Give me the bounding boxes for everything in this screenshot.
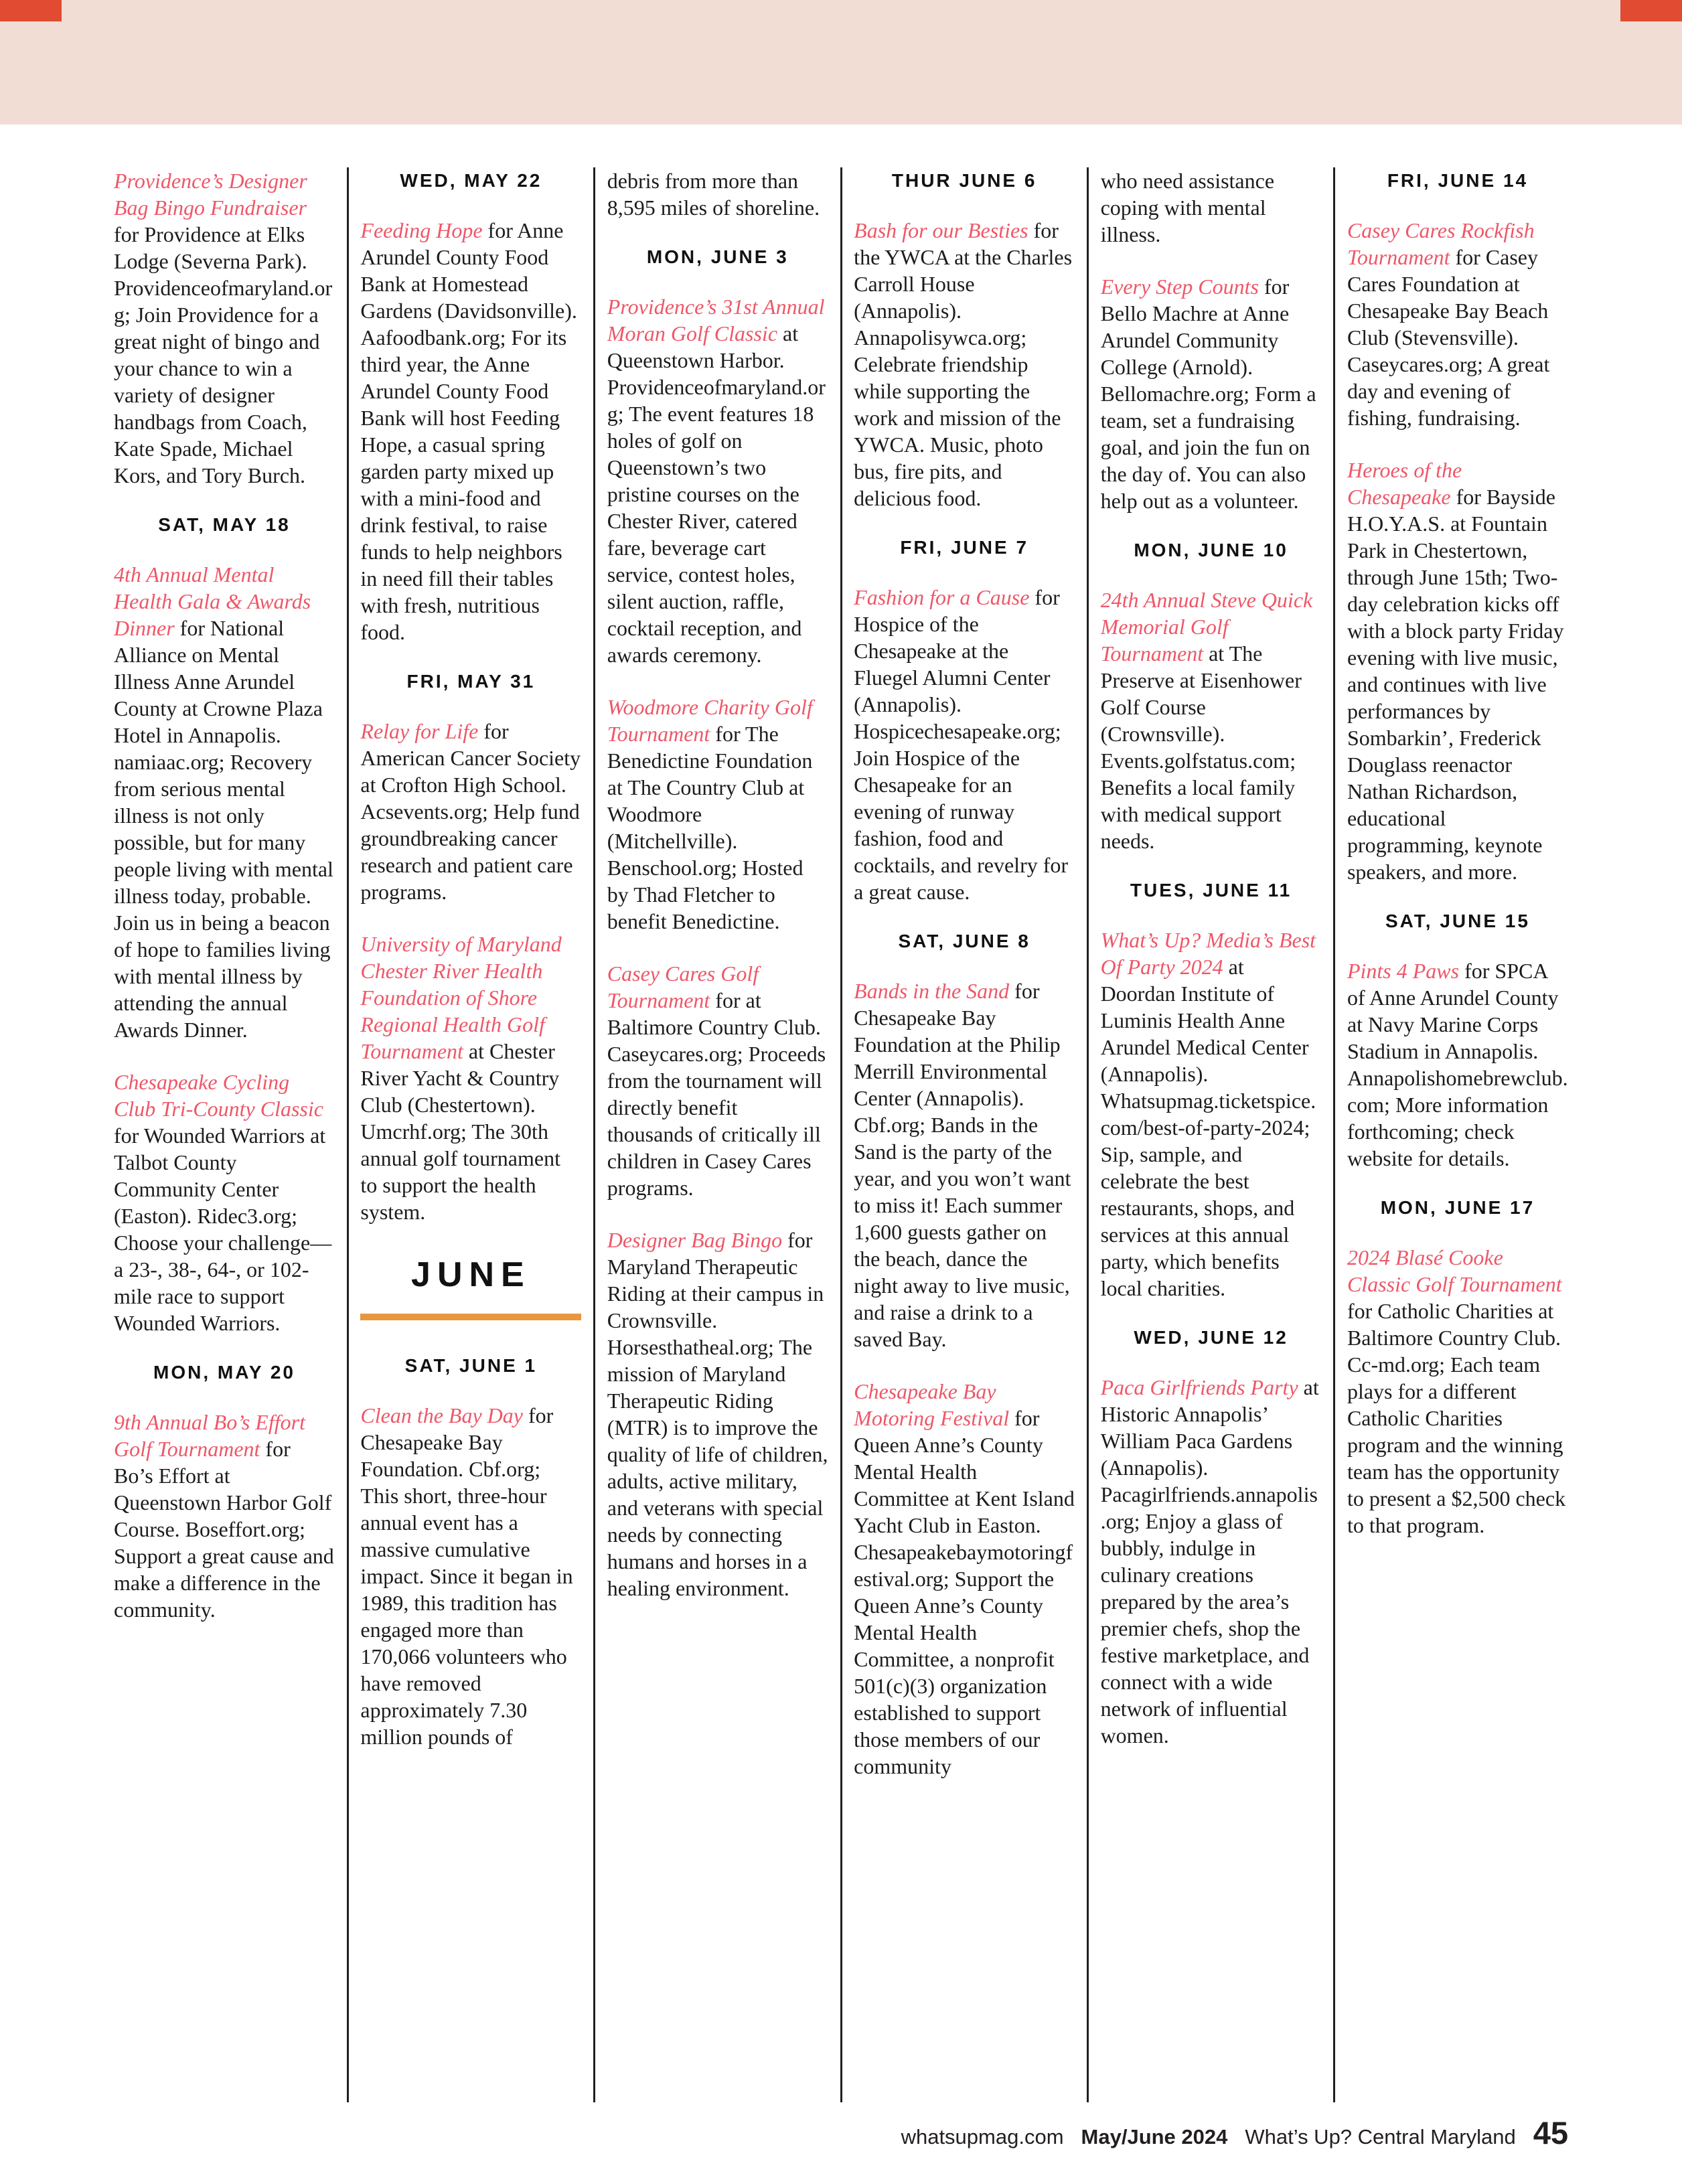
date-header: FRI, MAY 31 — [406, 671, 536, 692]
date-header: WED, MAY 22 — [400, 170, 542, 191]
event-title: Paca Girlfriends Party — [1100, 1375, 1298, 1399]
event-description: for Chesapeake Bay Foundation at the Philip Merrill Environmental Center (Annapolis). Cbf.org; Bands in the Sand is the party of the year, and you won’t want to miss it! Each summer 1,600 guests gather on the beach, dance the night away to live music, and raise a drink to a saved Bay. — [854, 979, 1071, 1351]
event-description: for American Cancer Society at Crofton High School. Acsevents.org; Help fund groundbreaking cancer research and patient care programs. — [360, 719, 581, 904]
event-title: What’s Up? Media’s Best Of Party 2024 — [1100, 928, 1316, 979]
date-header: THUR JUNE 6 — [891, 170, 1037, 191]
event-description: at Historic Annapolis’ William Paca Gardens (Annapolis). Pacagirlfriends.annapolis.org; Enjoy a glass of bubbly, indulge in culinary creations prepared by the area’s premier chefs, shop the festive marketplace, and connect with a wide network of influential women. — [1100, 1375, 1319, 1747]
date-header: FRI, JUNE 7 — [900, 537, 1029, 558]
event-title: Providence’s Designer Bag Bingo Fundraiser — [114, 169, 307, 220]
event-item — [360, 931, 581, 1225]
event-item — [607, 960, 828, 1201]
event-item — [114, 167, 335, 489]
event-item — [114, 1069, 335, 1336]
event-item — [1101, 1374, 1322, 1749]
event-title: Fashion for a Cause — [854, 585, 1030, 609]
month-section-header — [360, 1255, 581, 1320]
continuation-text: debris from more than 8,595 miles of shoreline. — [607, 169, 820, 220]
event-item — [854, 217, 1075, 512]
event-description: for SPCA of Anne Arundel County at Navy Marine Corps Stadium in Annapolis. Annapolishomebrewclub.com; More information forthcoming; check website for details. — [1347, 959, 1568, 1170]
event-title: Feeding Hope — [360, 218, 483, 242]
event-description: for the YWCA at the Charles Carroll House (Annapolis). Annapolisywca.org; Celebrate friendship while supporting the work and mission of the YWCA. Music, photo bus, fire pits, and delicious food. — [854, 218, 1073, 510]
event-item — [114, 561, 335, 1043]
event-title: Chesapeake Cycling Club Tri-County Classic — [114, 1070, 323, 1121]
event-title: Pints 4 Paws — [1347, 959, 1460, 983]
event-item — [1101, 587, 1322, 854]
event-description: for Bello Machre at Anne Arundel Community College (Arnold). Bellomachre.org; Form a team, set a fundraising goal, and join the fun on the day of. You can also help out as a volunteer. — [1100, 275, 1316, 513]
event-title: 24th Annual Steve Quick Memorial Golf Tournament — [1100, 588, 1313, 666]
column-divider — [347, 167, 349, 2102]
event-item — [607, 293, 828, 668]
event-title: Chesapeake Bay Motoring Festival — [854, 1379, 1010, 1430]
event-title: Designer Bag Bingo — [607, 1228, 783, 1252]
event-title: Relay for Life — [360, 719, 479, 743]
event-title: University of Maryland Chester River Health Foundation of Shore Regional Health Golf Tournament — [360, 932, 562, 1063]
column — [1347, 167, 1568, 2106]
date-header: MON, MAY 20 — [153, 1362, 295, 1383]
event-item — [1101, 927, 1322, 1302]
column-divider — [1333, 167, 1335, 2102]
date-header: SAT, JUNE 1 — [404, 1355, 538, 1376]
event-description: for Queen Anne’s County Mental Health Committee at Kent Island Yacht Club in Easton. Chesapeakebaymotoringfestival.org; Support the Queen Anne’s County Mental Health Committee, a nonprofit 501(c)(3) organization established to support those members of our community — [854, 1406, 1075, 1778]
event-item — [1347, 1244, 1568, 1539]
event-item — [114, 1409, 335, 1623]
event-title: Woodmore Charity Golf Tournament — [607, 695, 813, 746]
event-title: Casey Cares Rockfish Tournament — [1347, 218, 1535, 269]
event-description: at Doordan Institute of Luminis Health Anne Arundel Medical Center (Annapolis). Whatsupmag.ticketspice.com/best-of-party-2024; Sip, sample, and celebrate the best restaurants, shops, and services at this annual party, which benefits local charities. — [1100, 955, 1316, 1300]
column — [360, 167, 581, 2106]
event-item — [1347, 957, 1568, 1172]
event-item — [360, 1402, 581, 1750]
event-description: for Casey Cares Foundation at Chesapeake Bay Beach Club (Stevensville). Caseycares.org; A great day and evening of fishing, fundraising. — [1347, 245, 1550, 430]
date-header: SAT, JUNE 15 — [1385, 911, 1530, 931]
date-header: FRI, JUNE 14 — [1387, 170, 1529, 191]
column — [114, 167, 335, 2106]
month-underline-bar — [360, 1314, 581, 1320]
date-header: MON, JUNE 3 — [646, 246, 789, 267]
event-description: for Hospice of the Chesapeake at the Fluegel Alumni Center (Annapolis). Hospicechesapeake.org; Join Hospice of the Chesapeake for an evening of runway fashion, food and cocktails, and revelry for a great cause. — [854, 585, 1069, 904]
event-item — [607, 694, 828, 935]
event-item — [607, 1227, 828, 1602]
event-title: Providence’s 31st Annual Moran Golf Classic — [607, 295, 825, 345]
event-item — [854, 978, 1075, 1352]
event-title: Heroes of the Chesapeake — [1347, 458, 1462, 509]
event-description: for Providence at Elks Lodge (Severna Park). Providenceofmaryland.org; Join Providence for a great night of bingo and your chance to win a variety of designer handbags from Coach, Kate Spade, Michael Kors, and Tory Burch. — [114, 222, 333, 487]
column — [1101, 167, 1322, 2106]
event-description: for Chesapeake Bay Foundation. Cbf.org; This short, three-hour annual event has a massive cumulative impact. Since it began in 1989, this tradition has engaged more than 170,066 volunteers who have removed approximately 7.30 million pounds of — [360, 1403, 573, 1749]
column-divider — [840, 167, 842, 2102]
event-title: 4th Annual Mental Health Gala & Awards Dinner — [114, 562, 311, 640]
footer-issue: May/June 2024 — [1081, 2125, 1228, 2149]
date-header: TUES, JUNE 11 — [1130, 880, 1292, 901]
event-description: for Bayside H.O.Y.A.S. at Fountain Park in Chestertown, through June 15th; Two-day celebration kicks off with a block party Friday evening with live music, and continues with live performances by Sombarkin’, Frederick Douglass reenactor Nathan Richardson, educational programming, keynote speakers, and more. — [1347, 485, 1564, 884]
event-item — [1347, 217, 1568, 431]
event-description: for National Alliance on Mental Illness Anne Arundel County at Crowne Plaza Hotel in Annapolis. namiaac.org; Recovery from serious mental illness is not only possible, but for many people living with mental illness today, probable. Join us in being a beacon of hope to families living with mental illness by attending the annual Awards Dinner. — [114, 616, 333, 1042]
event-title: 2024 Blasé Cooke Classic Golf Tournament — [1347, 1245, 1562, 1296]
event-title: 9th Annual Bo’s Effort Golf Tournament — [114, 1410, 305, 1461]
event-description: for Maryland Therapeutic Riding at their campus in Crownsville. Horsesthatheal.org; The mission of Maryland Therapeutic Riding (MTR) is to improve the quality of life of children, adults, active military, and veterans with special needs by connecting humans and horses in a healing environment. — [607, 1228, 828, 1600]
date-header: SAT, MAY 18 — [158, 514, 291, 535]
event-description: at Chester River Yacht & Country Club (Chestertown). Umcrhf.org; The 30th annual golf tournament to support the health system. — [360, 1039, 560, 1224]
event-item — [360, 217, 581, 645]
event-title: Casey Cares Golf Tournament — [607, 961, 759, 1012]
event-item — [854, 1378, 1075, 1780]
page-number: 45 — [1533, 2115, 1568, 2151]
column-divider — [593, 167, 595, 2102]
event-title: Bands in the Sand — [854, 979, 1010, 1003]
event-description: at The Preserve at Eisenhower Golf Course (Crownsville). Events.golfstatus.com; Benefits a local family with medical support needs. — [1100, 641, 1302, 853]
date-header: MON, JUNE 10 — [1134, 540, 1288, 560]
column-divider — [1087, 167, 1089, 2102]
event-description: for Anne Arundel County Food Bank at Homestead Gardens (Davidsonville). Aafoodbank.org; For its third year, the Anne Arundel County Food Bank will host Feeding Hope, a casual spring garden party mixed up with a mini-food and drink festival, to raise funds to help neighbors in need fill their tables with fresh, nutritious food. — [360, 218, 577, 644]
column — [607, 167, 828, 2106]
event-description: for Bo’s Effort at Queenstown Harbor Golf Course. Boseffort.org; Support a great cause and make a difference in the community. — [114, 1437, 334, 1622]
event-description: at Queenstown Harbor. Providenceofmaryland.org; The event features 18 holes of golf on Queenstown’s two pristine courses on the Chester River, catered fare, beverage cart service, contest holes, silent auction, raffle, cocktail reception, and awards ceremony. — [607, 321, 826, 667]
event-description: for Catholic Charities at Baltimore Country Club. Cc-md.org; Each team plays for a different Catholic Charities program and the winning team has the opportunity to present a $2,500 check to that program. — [1347, 1299, 1566, 1537]
footer-website: whatsupmag.com — [901, 2125, 1064, 2149]
event-title: Clean the Bay Day — [360, 1403, 523, 1427]
event-item — [854, 584, 1075, 905]
event-item — [1347, 457, 1568, 885]
date-header: MON, JUNE 17 — [1380, 1197, 1535, 1218]
event-item — [360, 718, 581, 905]
top-color-band — [0, 0, 1682, 125]
month-title: JUNE — [411, 1255, 531, 1294]
footer-publication: What’s Up? Central Maryland — [1245, 2125, 1516, 2149]
event-description: for The Benedictine Foundation at The Country Club at Woodmore (Mitchellville). Benschool.org; Hosted by Thad Fletcher to benefit Benedictine. — [607, 722, 813, 933]
column — [854, 167, 1075, 2106]
corner-accent-right — [1620, 0, 1682, 21]
date-header: WED, JUNE 12 — [1134, 1327, 1288, 1348]
event-description: for at Baltimore Country Club. Caseycares.org; Proceeds from the tournament will directly benefit thousands of critically ill children in Casey Cares programs. — [607, 988, 826, 1200]
event-title: Bash for our Besties — [854, 218, 1028, 242]
event-title: Every Step Counts — [1100, 275, 1259, 299]
event-item — [1101, 273, 1322, 514]
continuation-text: who need assistance coping with mental illness. — [1100, 169, 1275, 246]
event-description: for Wounded Warriors at Talbot County Community Center (Easton). Ridec3.org; Choose your challenge—a 23-, 38-, 64-, or 102-mile race to support Wounded Warriors. — [114, 1123, 332, 1335]
corner-accent-left — [0, 0, 62, 21]
page-footer — [901, 2114, 1568, 2151]
date-header: SAT, JUNE 8 — [898, 931, 1030, 951]
